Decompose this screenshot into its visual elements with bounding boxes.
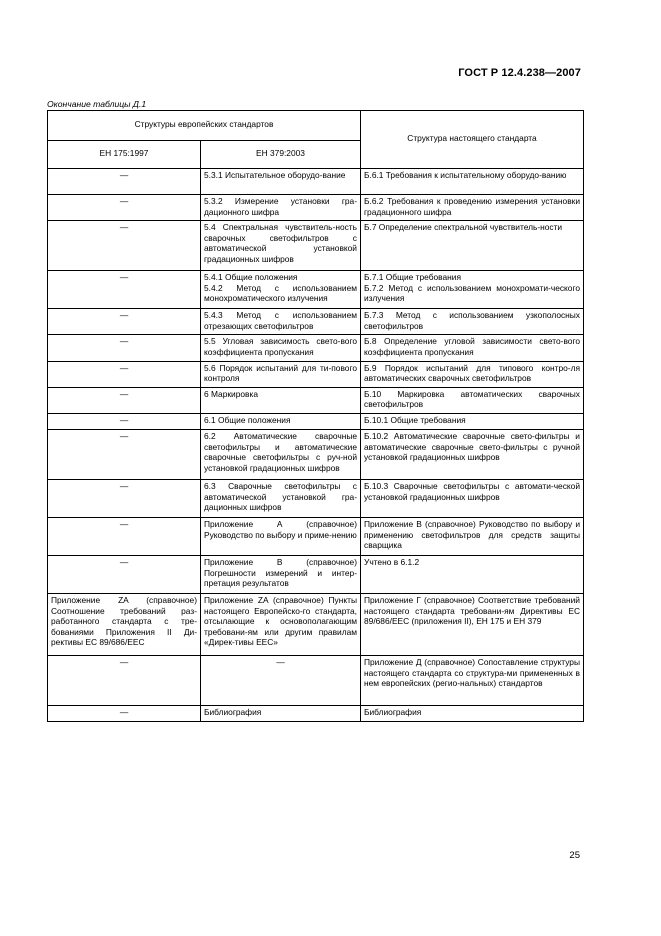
cell-en175: — bbox=[48, 271, 201, 309]
cell-en379 bbox=[201, 387, 361, 413]
cell-en175: — bbox=[48, 705, 201, 721]
cell-en379 bbox=[201, 555, 361, 593]
cell-en175: — bbox=[48, 555, 201, 593]
cell-line: Б.7.3 Метод с использованием узкополосных светофильтров bbox=[364, 310, 580, 331]
cell-current-standard bbox=[361, 387, 584, 413]
cell-line: Приложение ZA (справочное) Пункты настоящего Европейско-го стандарта, отсылающие к основополагающим требовани-ям или другим правилам «Дирек-тивы EEC» bbox=[204, 594, 357, 648]
cell-current-standard bbox=[361, 169, 584, 195]
cell-line: Б.7 Определение спектральной чувствитель-ности bbox=[364, 222, 563, 233]
cell-line: 6.3 Сварочные светофильтры с автоматической установкой гра-дационных шифров bbox=[204, 480, 357, 513]
table-row bbox=[48, 413, 584, 429]
table-body bbox=[48, 169, 584, 722]
cell-line: Б.6.1 Требования к испытательному оборудо-ванию bbox=[364, 170, 567, 180]
table-row bbox=[48, 195, 584, 221]
cell-line: 5.4.1 Общие положения bbox=[204, 272, 298, 283]
cell-current-standard bbox=[361, 335, 584, 361]
cell-current-standard bbox=[361, 517, 584, 555]
cell-line: Библиография bbox=[364, 706, 422, 717]
table-row bbox=[48, 335, 584, 361]
cell-en379 bbox=[201, 309, 361, 335]
cell-current-standard bbox=[361, 655, 584, 705]
cell-en175: — bbox=[48, 479, 201, 517]
cell-current-standard bbox=[361, 479, 584, 517]
cell-en175: — bbox=[48, 429, 201, 479]
cell-en379 bbox=[201, 271, 361, 309]
table-row bbox=[48, 309, 584, 335]
cell-current-standard bbox=[361, 221, 584, 271]
cell-current-standard bbox=[361, 271, 584, 309]
cell-line: 5.6 Порядок испытаний для ти-пового контроля bbox=[204, 362, 357, 384]
cell-en175: — bbox=[48, 655, 201, 705]
cell-line: Б.10 Маркировка автоматических сварочных светофильтров bbox=[364, 388, 580, 410]
table-row bbox=[48, 655, 584, 705]
document-code: ГОСТ Р 12.4.238—2007 bbox=[458, 67, 581, 79]
cell-line: Б.7.1 Общие требования bbox=[364, 272, 462, 283]
cell-en175: — bbox=[48, 335, 201, 361]
cell-line: 5.3.2 Измерение установки гра-дационного шифра bbox=[204, 196, 357, 217]
cell-en379 bbox=[201, 705, 361, 721]
cell-line: 5.3.1 Испытательное оборудо-вание bbox=[204, 170, 346, 180]
cell-current-standard bbox=[361, 309, 584, 335]
cell-en379 bbox=[201, 655, 361, 705]
cell-line: Приложение В (справочное) Руководство по выбору и применению светофильтров для средств защиты сварщика bbox=[364, 518, 580, 551]
cell-line: Б.6.2 Требования к проведению измерения установки градационного шифра bbox=[364, 196, 580, 217]
cell-line: 5.5 Угловая зависимость свето-вого коэффициента пропускания bbox=[204, 336, 357, 357]
cell-line: Б.8 Определение угловой зависимости свето-вого коэффициента пропускания bbox=[364, 336, 580, 357]
cell-en379 bbox=[201, 593, 361, 655]
cell-en379 bbox=[201, 169, 361, 195]
cell-line: 5.4.2 Метод с использованием монохроматического излучения bbox=[204, 282, 357, 304]
cell-en379 bbox=[201, 413, 361, 429]
cell-en175: — bbox=[48, 195, 201, 221]
cell-line: Б.10.3 Сварочные светофильтры с автомати-ческой установкой градационных шифров bbox=[364, 480, 580, 502]
cell-en175: — bbox=[48, 413, 201, 429]
cell-en175: — bbox=[48, 517, 201, 555]
cell-en379 bbox=[201, 195, 361, 221]
cell-current-standard bbox=[361, 195, 584, 221]
cell-line: 6.2 Автоматические сварочные светофильтры и автоматические сварочные светофильтры с руч-ной установкой градационных шифров bbox=[204, 430, 357, 473]
cell-en379 bbox=[201, 335, 361, 361]
table-row bbox=[48, 705, 584, 721]
cell-line: Б.10.2 Автоматические сварочные свето-фильтры и автоматические сварочные свето-фильтры с ручной установкой градационных шифров bbox=[364, 430, 580, 463]
cell-en379 bbox=[201, 221, 361, 271]
cell-en379 bbox=[201, 517, 361, 555]
en379-header: ЕН 379:2003 bbox=[201, 141, 361, 169]
cell-current-standard bbox=[361, 705, 584, 721]
en175-header: ЕН 175:1997 bbox=[48, 141, 201, 169]
cell-line: Б.10.1 Общие требования bbox=[364, 414, 466, 425]
cell-line: Приложение А (справочное) Руководство по выбору и приме-нению bbox=[204, 518, 357, 540]
table-row bbox=[48, 361, 584, 387]
cell-en175: Приложение ZA (справочное) Соотношение требований раз-работанного стандарта с тре-бованиями Приложения II Ди-рективы ЕС 89/686/EEC bbox=[48, 593, 201, 655]
cell-line: Приложение Г (справочное) Соответствие требований настоящего стандарта требовани-ям Директивы ЕС 89/686/EEC (приложения II), ЕН 175 и ЕН 379 bbox=[364, 594, 580, 627]
cell-current-standard bbox=[361, 429, 584, 479]
cell-line: 5.4.3 Метод с использованием отрезающих светофильтров bbox=[204, 310, 357, 331]
page-number: 25 bbox=[569, 850, 580, 861]
cell-current-standard bbox=[361, 555, 584, 593]
cell-en379 bbox=[201, 429, 361, 479]
cell-en379 bbox=[201, 479, 361, 517]
cell-line: Приложение В (справочное) Погрешности измерений и интер-претация результатов bbox=[204, 556, 357, 589]
cell-line: Б.9 Порядок испытаний для типового контро-ля автоматических сварочных светофильтров bbox=[364, 362, 580, 384]
cell-line: Приложение Д (справочное) Сопоставление структуры настоящего стандарта со структура-ми примененных в нем европейских (регио-нальных) стандартов bbox=[364, 656, 580, 689]
table-row bbox=[48, 221, 584, 271]
table-row bbox=[48, 271, 584, 309]
table-row bbox=[48, 517, 584, 555]
cell-line: 6 Маркировка bbox=[204, 388, 258, 399]
cell-line: Б.7.2 Метод с использованием монохромати-ческого излучения bbox=[364, 282, 580, 304]
cell-en175: — bbox=[48, 221, 201, 271]
cell-en175: — bbox=[48, 309, 201, 335]
table-caption: Окончание таблицы Д.1 bbox=[47, 99, 147, 109]
table-row bbox=[48, 169, 584, 195]
cell-line: 6.1 Общие положения bbox=[204, 414, 291, 425]
table-row bbox=[48, 387, 584, 413]
european-standards-header: Структуры европейских стандартов bbox=[48, 111, 361, 141]
cell-line: Библиография bbox=[204, 706, 262, 717]
comparison-table bbox=[47, 110, 584, 722]
cell-en175: — bbox=[48, 361, 201, 387]
cell-current-standard bbox=[361, 361, 584, 387]
table-row bbox=[48, 479, 584, 517]
table-row bbox=[48, 593, 584, 655]
table-row bbox=[48, 429, 584, 479]
table-row bbox=[48, 555, 584, 593]
cell-en175: — bbox=[48, 169, 201, 195]
cell-current-standard bbox=[361, 413, 584, 429]
cell-en379 bbox=[201, 361, 361, 387]
cell-line: — bbox=[276, 656, 285, 667]
cell-line: Учтено в 6.1.2 bbox=[364, 556, 420, 567]
cell-current-standard bbox=[361, 593, 584, 655]
cell-en175: — bbox=[48, 387, 201, 413]
cell-line: 5.4 Спектральная чувствитель-ность сварочных светофильтров с автоматической установкой градационных шифров bbox=[204, 222, 357, 264]
current-standard-header: Структура настоящего стандарта bbox=[361, 111, 584, 169]
